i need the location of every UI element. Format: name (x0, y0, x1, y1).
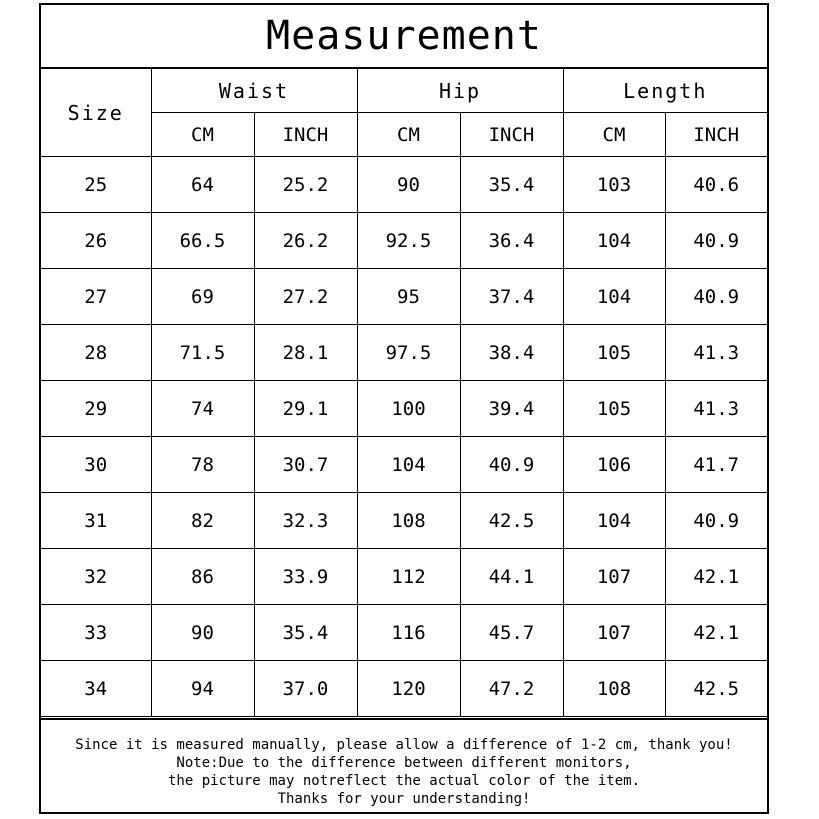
waist-inch-cell: 25.2 (254, 157, 357, 213)
hip-cm-cell: 108 (357, 493, 460, 549)
length-cm-cell: 108 (563, 661, 665, 717)
size-cell: 25 (41, 157, 151, 213)
table-row (41, 381, 767, 437)
hip-inch-cell: 47.2 (460, 661, 563, 717)
table-row (41, 493, 767, 549)
page-title: Measurement (41, 5, 767, 69)
table-row (41, 605, 767, 661)
length-cm-cell: 107 (563, 549, 665, 605)
note-line: Since it is measured manually, please allow a difference of 1-2 cm, thank you! (75, 737, 733, 753)
waist-inch-cell: 30.7 (254, 437, 357, 493)
waist-inch-cell: 33.9 (254, 549, 357, 605)
waist-cm-cell: 86 (151, 549, 254, 605)
hip-inch-cell: 35.4 (460, 157, 563, 213)
waist-cm-cell: 66.5 (151, 213, 254, 269)
hip-inch-cell: 45.7 (460, 605, 563, 661)
measurement-chart (39, 3, 769, 814)
length-cm-cell: 103 (563, 157, 665, 213)
table-row (41, 325, 767, 381)
table-row (41, 157, 767, 213)
waist-cm-cell: 78 (151, 437, 254, 493)
size-header: Size (41, 69, 151, 157)
note-line: Thanks for your understanding! (277, 791, 531, 807)
length-inch-cell: 42.1 (665, 549, 767, 605)
hip-cm-cell: 90 (357, 157, 460, 213)
waist-inch-header: INCH (254, 113, 357, 157)
length-inch-cell: 42.1 (665, 605, 767, 661)
length-header: Length (563, 69, 767, 113)
length-cm-cell: 105 (563, 381, 665, 437)
waist-cm-cell: 90 (151, 605, 254, 661)
hip-cm-cell: 120 (357, 661, 460, 717)
waist-cm-cell: 94 (151, 661, 254, 717)
size-cell: 32 (41, 549, 151, 605)
hip-cm-cell: 104 (357, 437, 460, 493)
waist-inch-cell: 35.4 (254, 605, 357, 661)
hip-inch-cell: 38.4 (460, 325, 563, 381)
waist-cm-cell: 64 (151, 157, 254, 213)
waist-cm-cell: 74 (151, 381, 254, 437)
table-row (41, 213, 767, 269)
hip-inch-cell: 44.1 (460, 549, 563, 605)
size-cell: 30 (41, 437, 151, 493)
length-cm-cell: 104 (563, 493, 665, 549)
hip-inch-cell: 37.4 (460, 269, 563, 325)
length-cm-cell: 106 (563, 437, 665, 493)
hip-cm-cell: 100 (357, 381, 460, 437)
waist-cm-cell: 69 (151, 269, 254, 325)
length-cm-cell: 104 (563, 213, 665, 269)
size-cell: 34 (41, 661, 151, 717)
hip-header: Hip (357, 69, 563, 113)
hip-cm-cell: 97.5 (357, 325, 460, 381)
length-cm-cell: 104 (563, 269, 665, 325)
waist-inch-cell: 27.2 (254, 269, 357, 325)
table-row (41, 437, 767, 493)
size-cell: 28 (41, 325, 151, 381)
length-inch-header: INCH (665, 113, 767, 157)
length-cm-cell: 107 (563, 605, 665, 661)
hip-cm-cell: 92.5 (357, 213, 460, 269)
hip-inch-cell: 40.9 (460, 437, 563, 493)
note-line: the picture may notreflect the actual color of the item. (167, 773, 640, 789)
length-inch-cell: 40.9 (665, 493, 767, 549)
length-inch-cell: 40.9 (665, 213, 767, 269)
size-cell: 29 (41, 381, 151, 437)
waist-inch-cell: 37.0 (254, 661, 357, 717)
hip-inch-header: INCH (460, 113, 563, 157)
hip-cm-cell: 95 (357, 269, 460, 325)
length-inch-cell: 41.7 (665, 437, 767, 493)
table-body (41, 157, 767, 717)
hip-cm-cell: 112 (357, 549, 460, 605)
size-cell: 26 (41, 213, 151, 269)
hip-inch-cell: 36.4 (460, 213, 563, 269)
hip-inch-cell: 42.5 (460, 493, 563, 549)
hip-cm-header: CM (357, 113, 460, 157)
waist-header: Waist (151, 69, 357, 113)
table-row (41, 549, 767, 605)
waist-cm-header: CM (151, 113, 254, 157)
length-inch-cell: 41.3 (665, 381, 767, 437)
waist-cm-cell: 82 (151, 493, 254, 549)
size-table (41, 69, 767, 717)
table-row (41, 661, 767, 717)
size-cell: 31 (41, 493, 151, 549)
table-row (41, 269, 767, 325)
hip-inch-cell: 39.4 (460, 381, 563, 437)
length-inch-cell: 42.5 (665, 661, 767, 717)
waist-inch-cell: 26.2 (254, 213, 357, 269)
hip-cm-cell: 116 (357, 605, 460, 661)
waist-inch-cell: 32.3 (254, 493, 357, 549)
length-inch-cell: 41.3 (665, 325, 767, 381)
length-cm-cell: 105 (563, 325, 665, 381)
note-line: Note:Due to the difference between different monitors, (176, 755, 632, 771)
notes-section (41, 718, 767, 808)
length-inch-cell: 40.6 (665, 157, 767, 213)
length-inch-cell: 40.9 (665, 269, 767, 325)
size-cell: 33 (41, 605, 151, 661)
waist-inch-cell: 28.1 (254, 325, 357, 381)
size-cell: 27 (41, 269, 151, 325)
waist-inch-cell: 29.1 (254, 381, 357, 437)
length-cm-header: CM (563, 113, 665, 157)
waist-cm-cell: 71.5 (151, 325, 254, 381)
